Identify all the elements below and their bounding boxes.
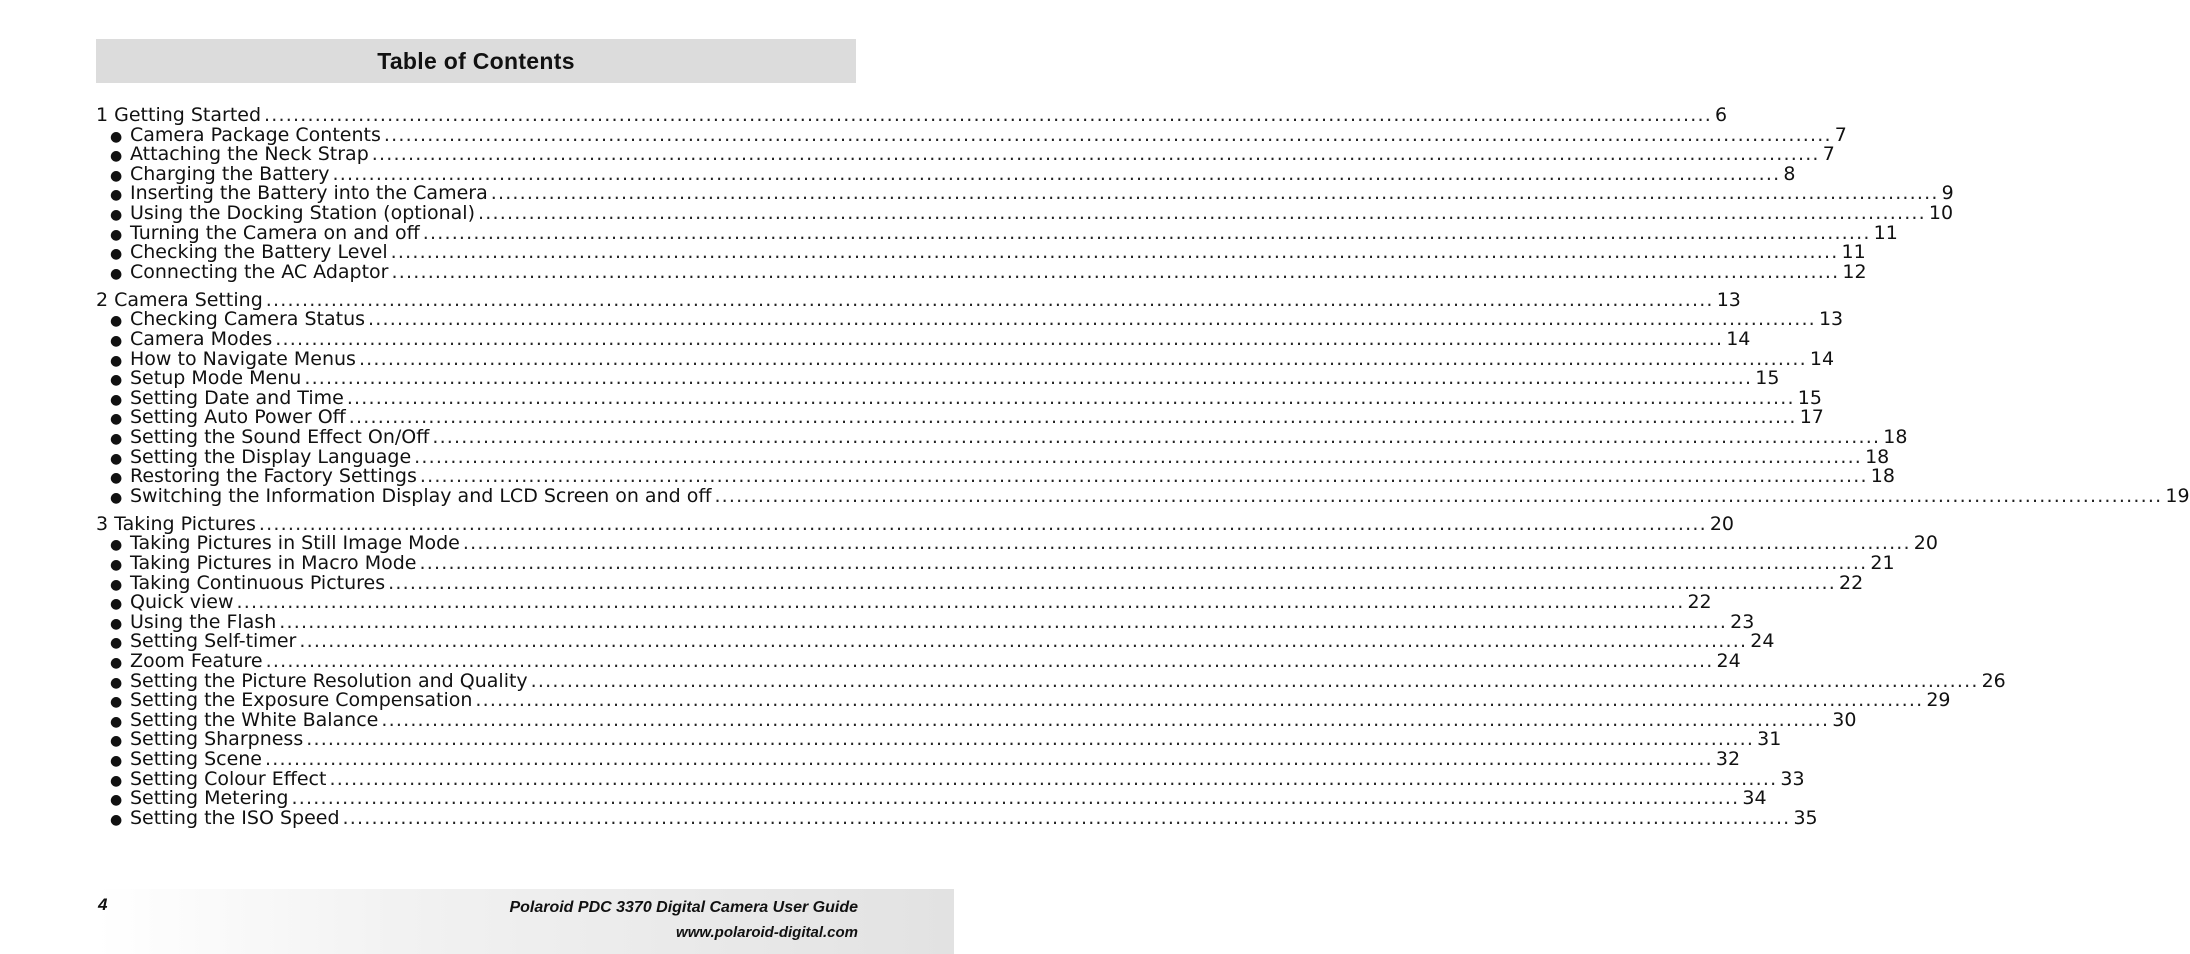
toc-entry-label: Setting Auto Power Off bbox=[130, 406, 346, 429]
guide-title: Polaroid PDC 3370 Digital Camera User Guide bbox=[509, 899, 858, 916]
bullet-icon: ● bbox=[110, 333, 123, 350]
bullet-icon: ● bbox=[110, 372, 123, 389]
toc-entry-label: Setting the Exposure Compensation bbox=[130, 689, 473, 712]
toc-subentry bbox=[96, 260, 1867, 283]
dot-leader: ........................................................................................................................................................................................................ bbox=[490, 182, 1939, 205]
dot-leader: ........................................................................................................................................................................................................ bbox=[299, 630, 1748, 653]
toc-entry-page: 11 bbox=[1841, 241, 1866, 264]
bullet-icon: ● bbox=[110, 391, 123, 408]
dot-leader: ........................................................................................................................................................................................................ bbox=[329, 767, 1778, 790]
toc-entry-page: 17 bbox=[1799, 406, 1824, 429]
toc-subentry bbox=[96, 689, 1951, 712]
toc-entry-label: Taking Pictures in Macro Mode bbox=[130, 552, 417, 575]
toc-entry-page: 35 bbox=[1793, 806, 1818, 829]
toc-entry-label: Setup Mode Menu bbox=[130, 367, 302, 390]
toc-entry-page: 29 bbox=[1926, 689, 1951, 712]
bullet-icon: ● bbox=[110, 313, 123, 330]
toc-entry-page: 18 bbox=[1865, 445, 1890, 468]
toc-entry-label: Checking Camera Status bbox=[130, 308, 366, 331]
toc-entry-label: 2 Camera Setting bbox=[96, 288, 263, 311]
dot-leader: ........................................................................................................................................................................................................ bbox=[391, 260, 1840, 283]
bullet-icon: ● bbox=[110, 265, 123, 282]
toc-entry-page: 10 bbox=[1928, 201, 1954, 224]
bullet-icon: ● bbox=[110, 792, 123, 809]
toc-entry-label: Using the Flash bbox=[130, 610, 277, 633]
toc-section bbox=[96, 104, 1954, 283]
toc-entry-label: Using the Docking Station (optional) bbox=[130, 201, 475, 224]
dot-leader: ........................................................................................................................................................................................................ bbox=[358, 347, 1807, 370]
toc-entry-label: Setting the Sound Effect On/Off bbox=[130, 426, 430, 448]
toc-entry-label: Charging the Battery bbox=[130, 162, 330, 185]
toc-entry-page: 31 bbox=[1757, 728, 1782, 751]
dot-leader: ........................................................................................................................................................................................................ bbox=[348, 406, 1797, 429]
toc-entry-label: Setting Scene bbox=[130, 748, 262, 770]
page-number: 4 bbox=[98, 895, 108, 914]
toc-entry-page: 20 bbox=[1913, 532, 1938, 555]
bullet-icon: ● bbox=[110, 226, 123, 243]
toc-entry-label: How to Navigate Menus bbox=[130, 347, 356, 370]
dot-leader: ........................................................................................................................................................................................................ bbox=[265, 748, 1713, 770]
toc-entry-label: Taking Continuous Pictures bbox=[130, 571, 386, 594]
dot-leader: ........................................................................................................................................................................................................ bbox=[462, 532, 1911, 555]
bullet-icon: ● bbox=[110, 772, 123, 789]
toc-entry-page: 33 bbox=[1780, 767, 1805, 790]
dot-leader: ........................................................................................................................................................................................................ bbox=[304, 367, 1753, 390]
dot-leader: ........................................................................................................................................................................................................ bbox=[342, 806, 1791, 829]
toc-entry-page: 26 bbox=[1981, 669, 2006, 692]
website-url: www.polaroid-digital.com bbox=[676, 924, 858, 941]
bullet-icon: ● bbox=[110, 635, 123, 652]
toc-entry-page: 32 bbox=[1715, 748, 1741, 770]
toc-entry-label: Setting Date and Time bbox=[130, 386, 344, 409]
toc-subentry bbox=[96, 426, 1908, 448]
bullet-icon: ● bbox=[110, 537, 123, 554]
toc-entry-label: Zoom Feature bbox=[130, 650, 263, 673]
toc-section-heading bbox=[96, 104, 1728, 126]
toc-subentry bbox=[96, 484, 2190, 507]
toc-subentry bbox=[96, 748, 1741, 770]
toc-entry-page: 11 bbox=[1873, 221, 1898, 244]
dot-leader: ........................................................................................................................................................................................................ bbox=[390, 241, 1839, 264]
toc-subentry bbox=[96, 328, 1751, 351]
toc-entry-label: Attaching the Neck Strap bbox=[130, 143, 369, 166]
bullet-icon: ● bbox=[110, 713, 123, 730]
toc-entry-label: Turning the Camera on and off bbox=[130, 221, 420, 244]
bullet-icon: ● bbox=[110, 655, 123, 672]
bullet-icon: ● bbox=[110, 167, 123, 184]
toc-subentry bbox=[96, 143, 1835, 166]
toc-entry-page: 7 bbox=[1834, 123, 1847, 146]
toc-entry-label: Setting Self-timer bbox=[130, 630, 297, 653]
dot-leader: ........................................................................................................................................................................................................ bbox=[432, 426, 1881, 448]
toc-entry-label: Taking Pictures in Still Image Mode bbox=[130, 532, 460, 555]
toc-entry-page: 23 bbox=[1730, 610, 1755, 633]
dot-leader: ........................................................................................................................................................................................................ bbox=[265, 650, 1714, 673]
toc-entry-label: Setting the Picture Resolution and Quality bbox=[130, 669, 528, 692]
table-of-contents bbox=[96, 104, 2190, 837]
dot-leader: ........................................................................................................................................................................................................ bbox=[381, 708, 1830, 731]
dot-leader: ........................................................................................................................................................................................................ bbox=[306, 728, 1755, 751]
dot-leader: ........................................................................................................................................................................................................ bbox=[332, 162, 1781, 185]
bullet-icon: ● bbox=[110, 576, 123, 593]
toc-subentry bbox=[96, 367, 1780, 390]
toc-entry-page: 24 bbox=[1750, 630, 1775, 653]
toc-entry-label: Setting the ISO Speed bbox=[130, 806, 340, 829]
toc-entry-label: Camera Modes bbox=[130, 328, 273, 351]
dot-leader: ........................................................................................................................................................................................................ bbox=[291, 787, 1740, 810]
toc-subentry bbox=[96, 806, 1818, 829]
bullet-icon: ● bbox=[110, 352, 123, 369]
dot-leader: ........................................................................................................................................................................................................ bbox=[264, 104, 1712, 126]
dot-leader: ........................................................................................................................................................................................................ bbox=[383, 123, 1832, 146]
bullet-icon: ● bbox=[110, 128, 123, 145]
dot-leader: ........................................................................................................................................................................................................ bbox=[258, 512, 1707, 535]
toc-entry-page: 9 bbox=[1941, 182, 1954, 205]
bullet-icon: ● bbox=[110, 187, 123, 204]
bullet-icon: ● bbox=[110, 674, 123, 691]
bullet-icon: ● bbox=[110, 753, 123, 769]
bullet-icon: ● bbox=[110, 206, 123, 223]
dot-leader: ........................................................................................................................................................................................................ bbox=[279, 610, 1728, 633]
toc-entry-page: 18 bbox=[1883, 426, 1908, 448]
bullet-icon: ● bbox=[110, 431, 123, 447]
toc-entry-label: Restoring the Factory Settings bbox=[130, 465, 417, 488]
toc-entry-page: 6 bbox=[1714, 104, 1728, 126]
toc-entry-label: Quick view bbox=[130, 591, 234, 614]
toc-entry-label: Setting Metering bbox=[130, 787, 289, 810]
toc-subentry bbox=[96, 241, 1866, 264]
toc-entry-page: 22 bbox=[1839, 571, 1864, 594]
dot-leader: ........................................................................................................................................................................................................ bbox=[368, 308, 1816, 331]
dot-leader: ........................................................................................................................................................................................................ bbox=[419, 465, 1868, 488]
dot-leader: ........................................................................................................................................................................................................ bbox=[422, 221, 1871, 244]
bullet-icon: ● bbox=[110, 148, 123, 165]
dot-leader: ........................................................................................................................................................................................................ bbox=[275, 328, 1724, 351]
dot-leader: ........................................................................................................................................................................................................ bbox=[714, 484, 2163, 507]
toc-entry-label: 1 Getting Started bbox=[96, 104, 262, 126]
toc-entry-label: Switching the Information Display and LCD Screen on and off bbox=[130, 484, 712, 507]
toc-subentry bbox=[96, 787, 1767, 810]
toc-entry-label: Setting Colour Effect bbox=[130, 767, 327, 790]
page-title: Table of Contents bbox=[377, 47, 575, 74]
toc-subentry bbox=[96, 650, 1741, 673]
bullet-icon: ● bbox=[110, 411, 123, 428]
toc-entry-page: 20 bbox=[1709, 512, 1735, 535]
bullet-icon: ● bbox=[110, 470, 123, 487]
dot-leader: ........................................................................................................................................................................................................ bbox=[236, 591, 1685, 614]
bullet-icon: ● bbox=[110, 246, 123, 263]
toc-subentry bbox=[96, 465, 1895, 488]
bullet-icon: ● bbox=[110, 694, 123, 711]
dot-leader: ........................................................................................................................................................................................................ bbox=[265, 288, 1714, 311]
toc-entry-label: 3 Taking Pictures bbox=[96, 512, 256, 535]
toc-entry-label: Inserting the Battery into the Camera bbox=[130, 182, 488, 205]
toc-entry-page: 13 bbox=[1716, 288, 1741, 311]
toc-entry-page: 8 bbox=[1783, 162, 1796, 185]
bullet-icon: ● bbox=[110, 615, 123, 632]
toc-entry-page: 15 bbox=[1797, 386, 1822, 409]
toc-entry-label: Setting the Display Language bbox=[130, 445, 412, 468]
toc-entry-label: Connecting the AC Adaptor bbox=[130, 260, 389, 283]
toc-entry-page: 22 bbox=[1687, 591, 1712, 614]
bullet-icon: ● bbox=[110, 489, 123, 506]
toc-entry-page: 14 bbox=[1726, 328, 1751, 351]
toc-entry-page: 14 bbox=[1809, 347, 1835, 370]
bullet-icon: ● bbox=[110, 811, 123, 828]
toc-entry-page: 19 bbox=[2165, 484, 2190, 507]
toc-entry-page: 7 bbox=[1822, 143, 1835, 166]
toc-entry-page: 30 bbox=[1832, 708, 1857, 731]
footer bbox=[96, 889, 954, 954]
toc-entry-label: Setting the White Balance bbox=[130, 708, 379, 731]
toc-entry-page: 24 bbox=[1716, 650, 1741, 673]
toc-entry-page: 13 bbox=[1818, 308, 1844, 331]
dot-leader: ........................................................................................................................................................................................................ bbox=[530, 669, 1979, 692]
dot-leader: ........................................................................................................................................................................................................ bbox=[414, 445, 1863, 468]
title-bar bbox=[96, 39, 856, 83]
dot-leader: ........................................................................................................................................................................................................ bbox=[371, 143, 1820, 166]
toc-entry-page: 18 bbox=[1870, 465, 1895, 488]
dot-leader: ........................................................................................................................................................................................................ bbox=[475, 689, 1924, 712]
bullet-icon: ● bbox=[110, 733, 123, 750]
toc-entry-label: Checking the Battery Level bbox=[130, 241, 388, 264]
toc-entry-page: 34 bbox=[1742, 787, 1767, 810]
bullet-icon: ● bbox=[110, 450, 123, 467]
bullet-icon: ● bbox=[110, 596, 123, 613]
toc-entry-page: 21 bbox=[1870, 552, 1895, 575]
toc-subentry bbox=[96, 591, 1712, 614]
toc-subentry bbox=[96, 552, 1895, 575]
toc-entry-label: Setting Sharpness bbox=[130, 728, 304, 751]
dot-leader: ........................................................................................................................................................................................................ bbox=[388, 571, 1837, 594]
dot-leader: ........................................................................................................................................................................................................ bbox=[419, 552, 1868, 575]
toc-entry-page: 15 bbox=[1755, 367, 1780, 390]
toc-section bbox=[96, 288, 2190, 507]
dot-leader: ........................................................................................................................................................................................................ bbox=[478, 201, 1926, 224]
toc-entry-label: Camera Package Contents bbox=[130, 123, 381, 146]
dot-leader: ........................................................................................................................................................................................................ bbox=[346, 386, 1795, 409]
toc-subentry bbox=[96, 201, 1954, 224]
bullet-icon: ● bbox=[110, 557, 123, 574]
toc-entry-page: 12 bbox=[1842, 260, 1867, 283]
toc-section bbox=[96, 512, 2006, 829]
